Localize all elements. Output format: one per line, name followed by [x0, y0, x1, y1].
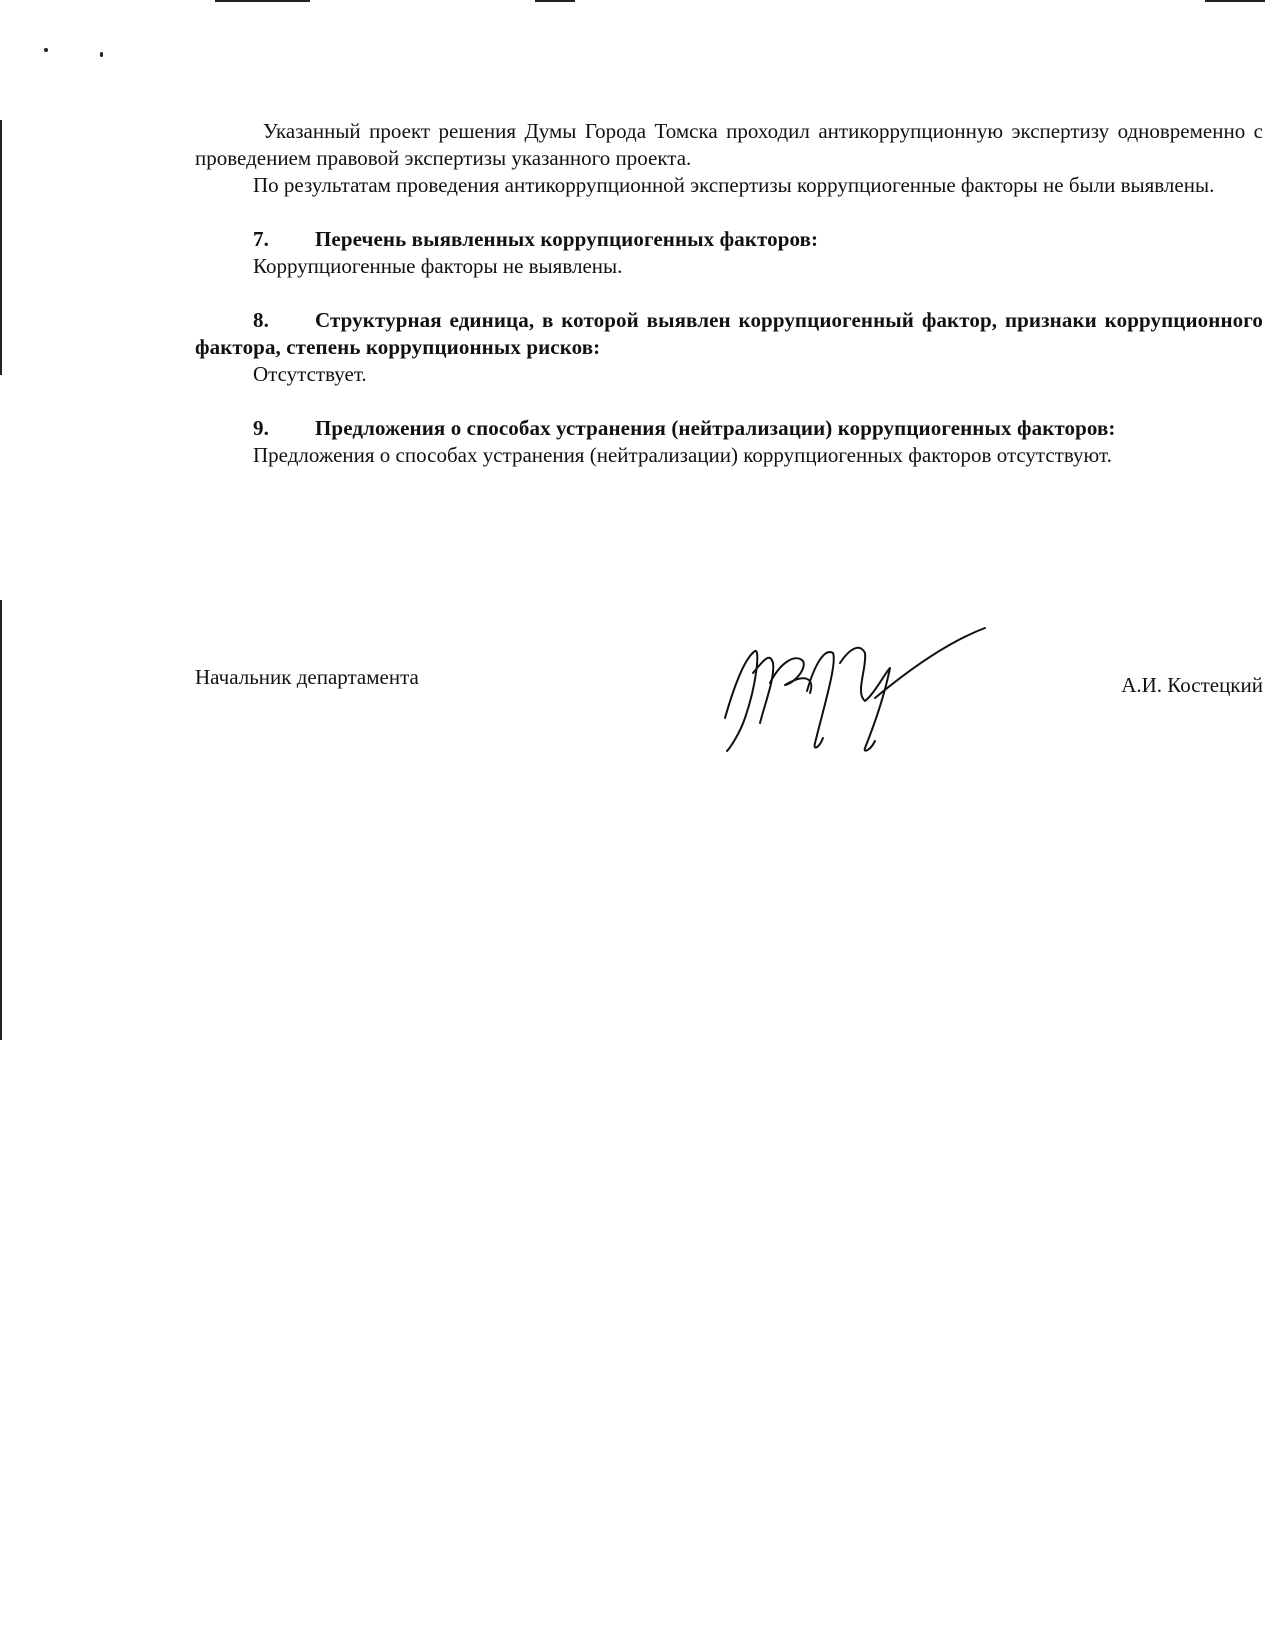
section-7-number: 7.	[253, 227, 269, 251]
section-7-title: Перечень выявленных коррупциогенных факторов:	[315, 227, 819, 251]
section-8-title: Структурная единица, в которой выявлен коррупциогенный фактор, признаки коррупционного фактора, степень коррупционных рисков:	[195, 308, 1263, 359]
document-body	[195, 118, 1263, 469]
spacer	[195, 280, 1263, 307]
section-8-body: Отсутствует.	[253, 362, 367, 386]
signer-name: А.И. Костецкий	[1121, 673, 1263, 697]
handwritten-signature-icon	[715, 623, 995, 753]
scan-edge-left-1	[0, 120, 2, 375]
scan-dot-2	[100, 52, 103, 57]
section-9-number: 9.	[253, 416, 269, 440]
signer-position: Начальник департамента	[195, 665, 419, 689]
section-7-heading	[195, 226, 1263, 253]
scan-edge-left-2	[0, 600, 2, 1040]
section-8-heading	[195, 307, 1263, 361]
signature-block	[195, 665, 1263, 785]
section-9-body: Предложения о способах устранения (нейтрализации) коррупциогенных факторов отсутствуют.	[253, 443, 1112, 467]
scan-mark-top-1	[215, 0, 310, 2]
spacer	[195, 388, 1263, 415]
section-9-heading	[195, 415, 1263, 442]
section-9-title: Предложения о способах устранения (нейтрализации) коррупциогенных факторов:	[315, 416, 1116, 440]
scan-dot-1	[44, 48, 48, 52]
intro-paragraph-1: Указанный проект решения Думы Города Томска проходил антикоррупционную экспертизу одновременно с проведением правовой экспертизы указанного проекта.	[195, 119, 1263, 170]
section-8-number: 8.	[253, 308, 269, 332]
section-7-body: Коррупциогенные факторы не выявлены.	[253, 254, 623, 278]
spacer	[195, 199, 1263, 226]
scan-mark-top-2	[535, 0, 575, 2]
scan-mark-top-3	[1205, 0, 1265, 2]
intro-paragraph-2: По результатам проведения антикоррупционной экспертизы коррупциогенные факторы не были выявлены.	[253, 173, 1215, 197]
